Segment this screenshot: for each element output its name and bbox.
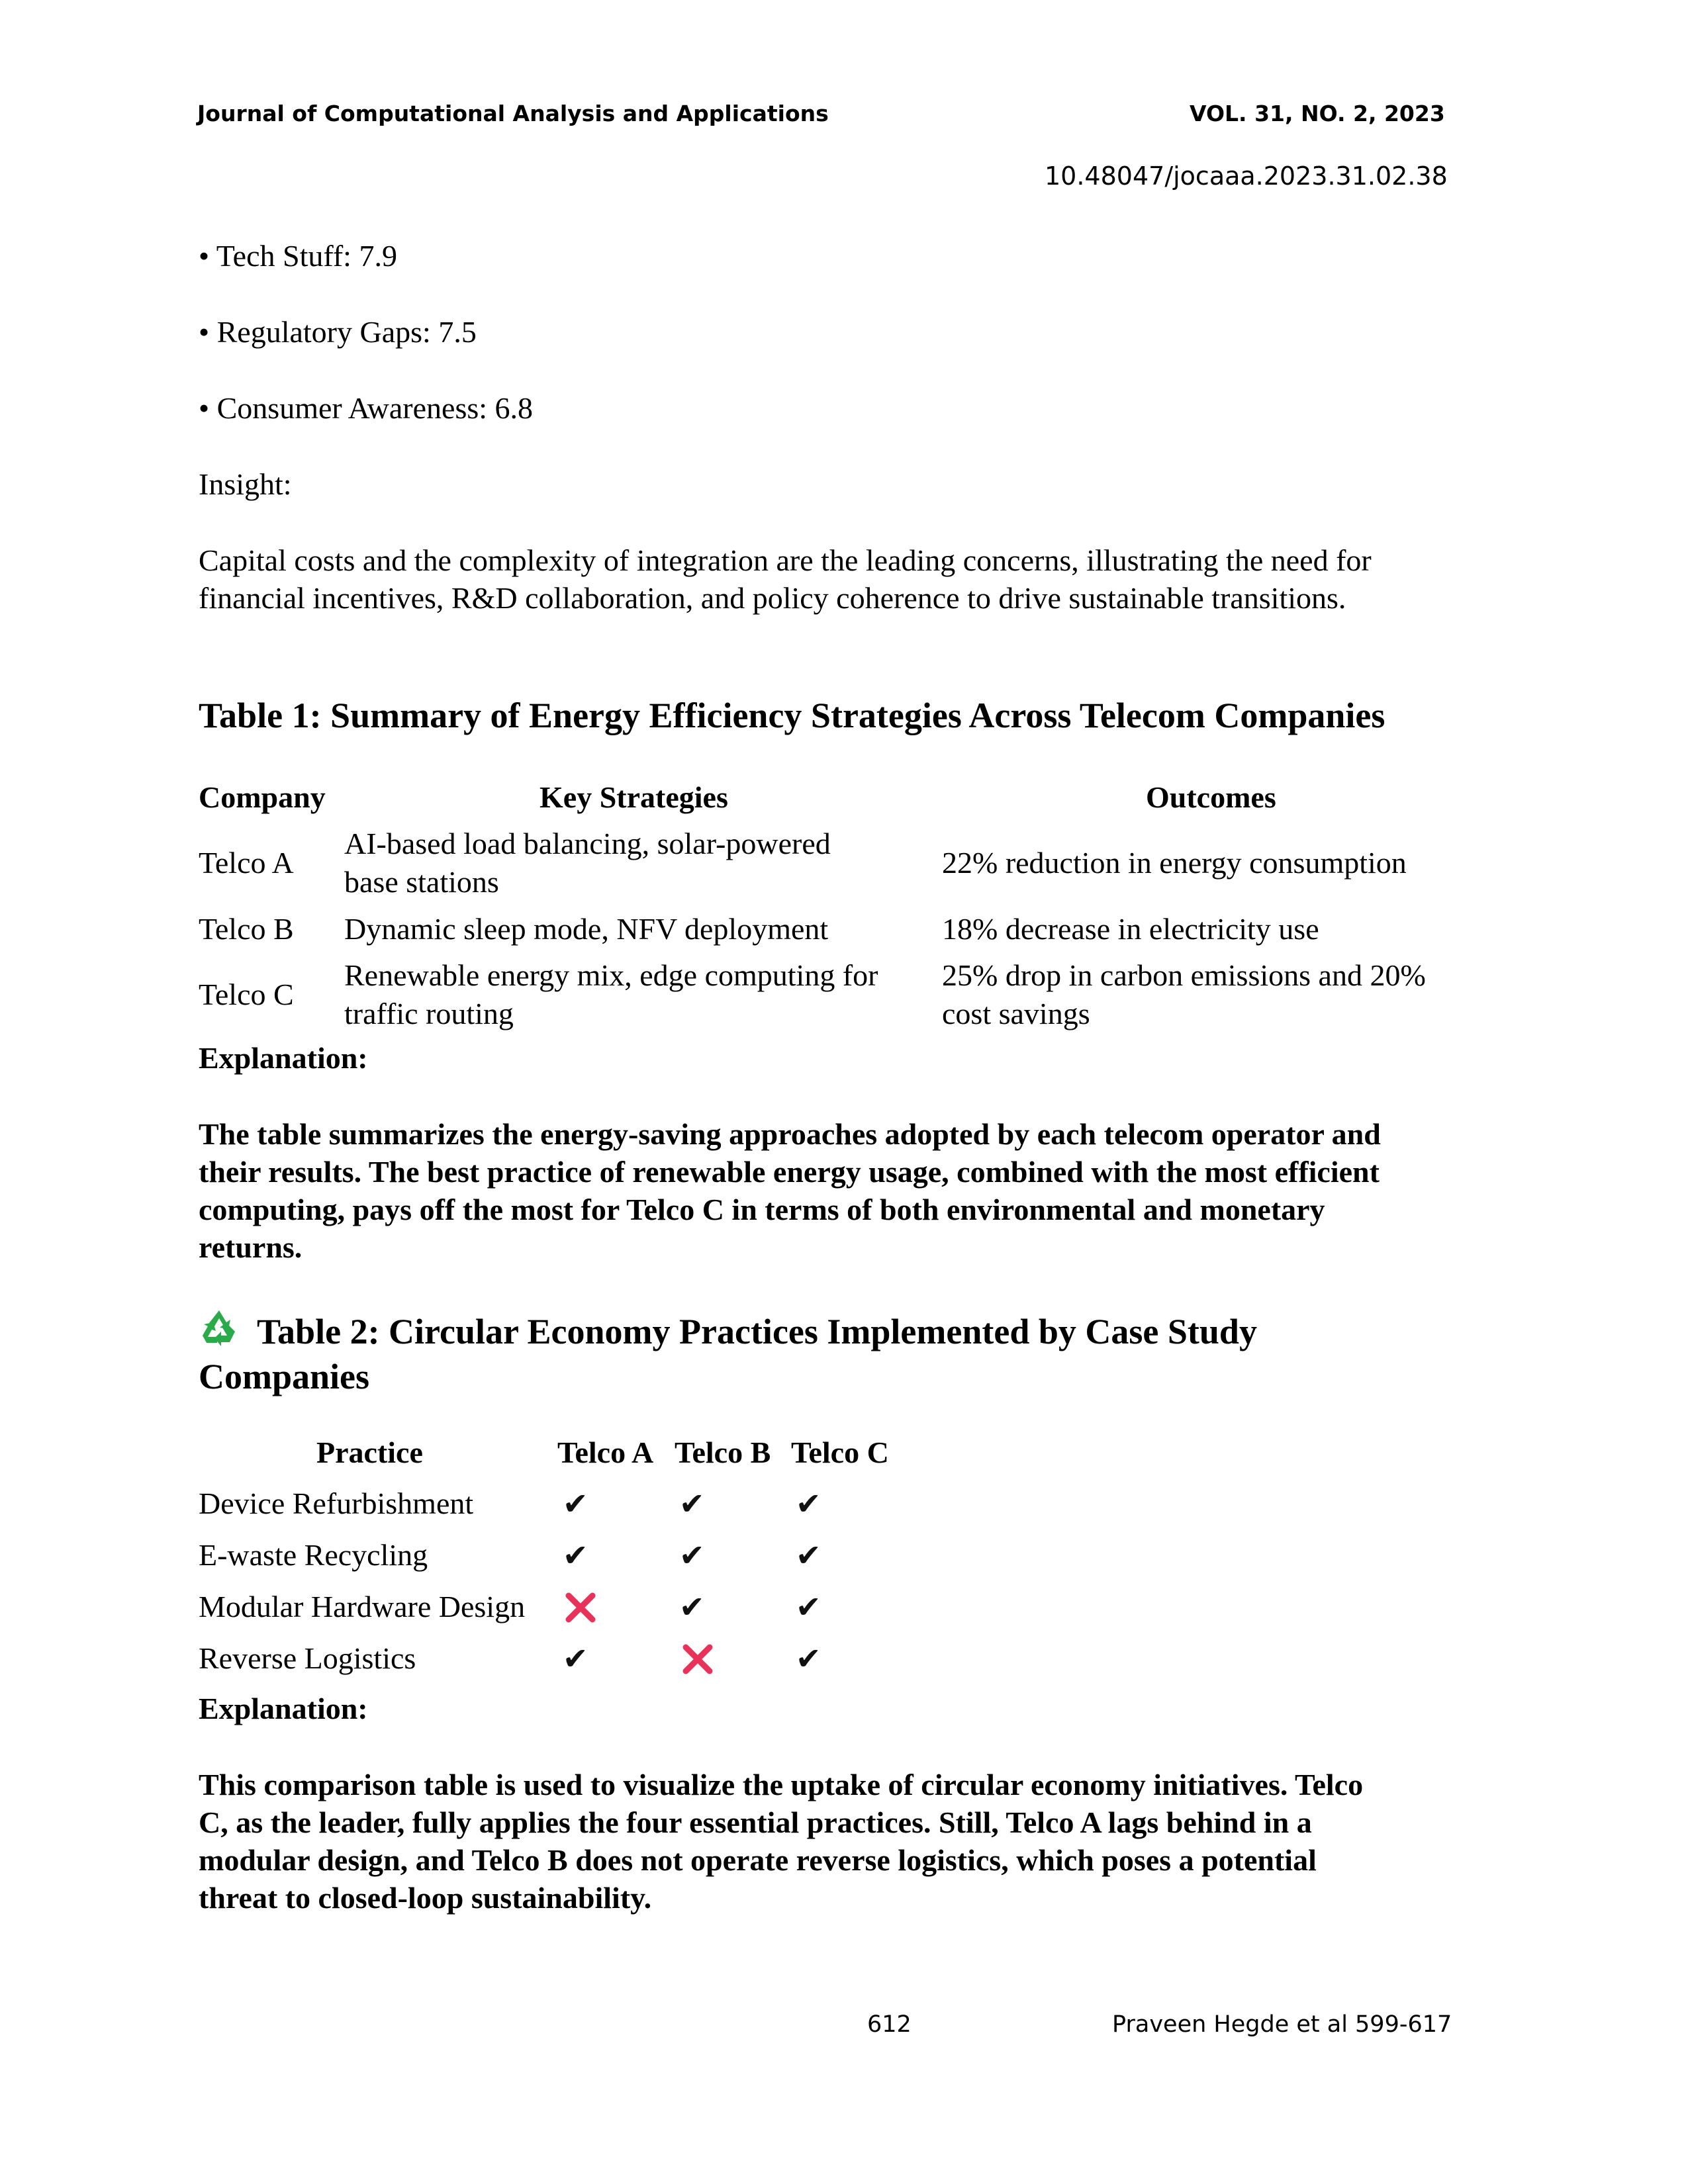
check-icon: ✔ [563, 1537, 588, 1573]
table1-strategy: Renewable energy mix, edge computing for [344, 958, 878, 992]
table1-header-company: Company [199, 780, 326, 814]
table2-explanation-line: threat to closed-loop sustainability. [199, 1881, 652, 1915]
table1-header-outcomes: Outcomes [1146, 780, 1276, 814]
table1-explanation-label: Explanation: [199, 1041, 368, 1075]
table1-company: Telco C [199, 978, 294, 1011]
table1-strategy: Dynamic sleep mode, NFV deployment [344, 912, 829, 946]
doi: 10.48047/jocaaa.2023.31.02.38 [1045, 161, 1448, 191]
bullet-item: • Regulatory Gaps: 7.5 [199, 315, 477, 349]
table2-practice: Device Refurbishment [199, 1486, 474, 1520]
check-icon: ✔ [679, 1537, 705, 1573]
check-icon: ✔ [796, 1537, 821, 1573]
table1-explanation-line: their results. The best practice of renewable energy usage, combined with the most efficient [199, 1155, 1380, 1189]
table2-title-line2: Companies [199, 1357, 370, 1396]
table1-header-strategies: Key Strategies [539, 780, 728, 814]
table2-explanation-line: modular design, and Telco B does not operate reverse logistics, which poses a potential [199, 1843, 1317, 1877]
table1-outcome: 18% decrease in electricity use [942, 912, 1319, 946]
table2-practice: Modular Hardware Design [199, 1590, 526, 1623]
table1-outcome: cost savings [942, 997, 1090, 1030]
table2-header-telco-c: Telco C [791, 1435, 889, 1469]
table2-title [199, 1309, 1489, 1358]
table2-header-practice: Practice [316, 1435, 423, 1469]
table2-explanation-line: C, as the leader, fully applies the four essential practices. Still, Telco A lags behind in a [199, 1805, 1312, 1839]
table1-company: Telco A [199, 846, 294, 880]
bullet-item: • Consumer Awareness: 6.8 [199, 391, 534, 425]
bullet-item: • Tech Stuff: 7.9 [199, 239, 397, 273]
table1-company: Telco B [199, 912, 294, 946]
table2-explanation-label: Explanation: [199, 1692, 368, 1725]
table1-outcome: 22% reduction in energy consumption [942, 846, 1407, 880]
insight-label: Insight: [199, 467, 292, 501]
table2-practice: E-waste Recycling [199, 1538, 428, 1572]
insight-line: financial incentives, R&D collaboration, and policy coherence to drive sustainable transitions. [199, 581, 1346, 615]
insight-line: Capital costs and the complexity of integration are the leading concerns, illustrating the need for [199, 543, 1372, 577]
volume-info: VOL. 31, NO. 2, 2023 [1190, 101, 1445, 126]
table2-header-telco-b: Telco B [675, 1435, 771, 1469]
table1-strategy: traffic routing [344, 997, 514, 1030]
table1-title: Table 1: Summary of Energy Efficiency Strategies Across Telecom Companies [199, 696, 1385, 735]
check-icon: ✔ [796, 1486, 821, 1522]
check-icon: ✔ [796, 1589, 821, 1625]
check-icon: ✔ [796, 1641, 821, 1676]
recycle-icon [199, 1309, 240, 1358]
table2-header-telco-a: Telco A [557, 1435, 654, 1469]
table1-strategy: base stations [344, 865, 499, 899]
check-icon: ✔ [563, 1486, 588, 1522]
table1-explanation-line: returns. [199, 1230, 303, 1264]
check-icon: ✔ [679, 1486, 705, 1522]
table1-explanation-line: computing, pays off the most for Telco C in terms of both environmental and monetary [199, 1193, 1325, 1226]
cross-icon [565, 1592, 596, 1627]
table2-practice: Reverse Logistics [199, 1641, 416, 1675]
table1-explanation-line: The table summarizes the energy-saving approaches adopted by each telecom operator and [199, 1117, 1381, 1151]
table2-explanation-line: This comparison table is used to visualize the uptake of circular economy initiatives. Telco [199, 1768, 1364, 1801]
footer-authors: Praveen Hegde et al 599-617 [1112, 2011, 1452, 2038]
table1-outcome: 25% drop in carbon emissions and 20% [942, 958, 1426, 992]
check-icon: ✔ [563, 1641, 588, 1676]
journal-name: Journal of Computational Analysis and Applications [197, 101, 829, 126]
page-number: 612 [867, 2011, 912, 2038]
cross-icon [682, 1643, 714, 1678]
table1-strategy: AI-based load balancing, solar-powered [344, 827, 831, 860]
table2-title-line1: Table 2: Circular Economy Practices Implemented by Case Study [257, 1312, 1257, 1351]
check-icon: ✔ [679, 1589, 705, 1625]
